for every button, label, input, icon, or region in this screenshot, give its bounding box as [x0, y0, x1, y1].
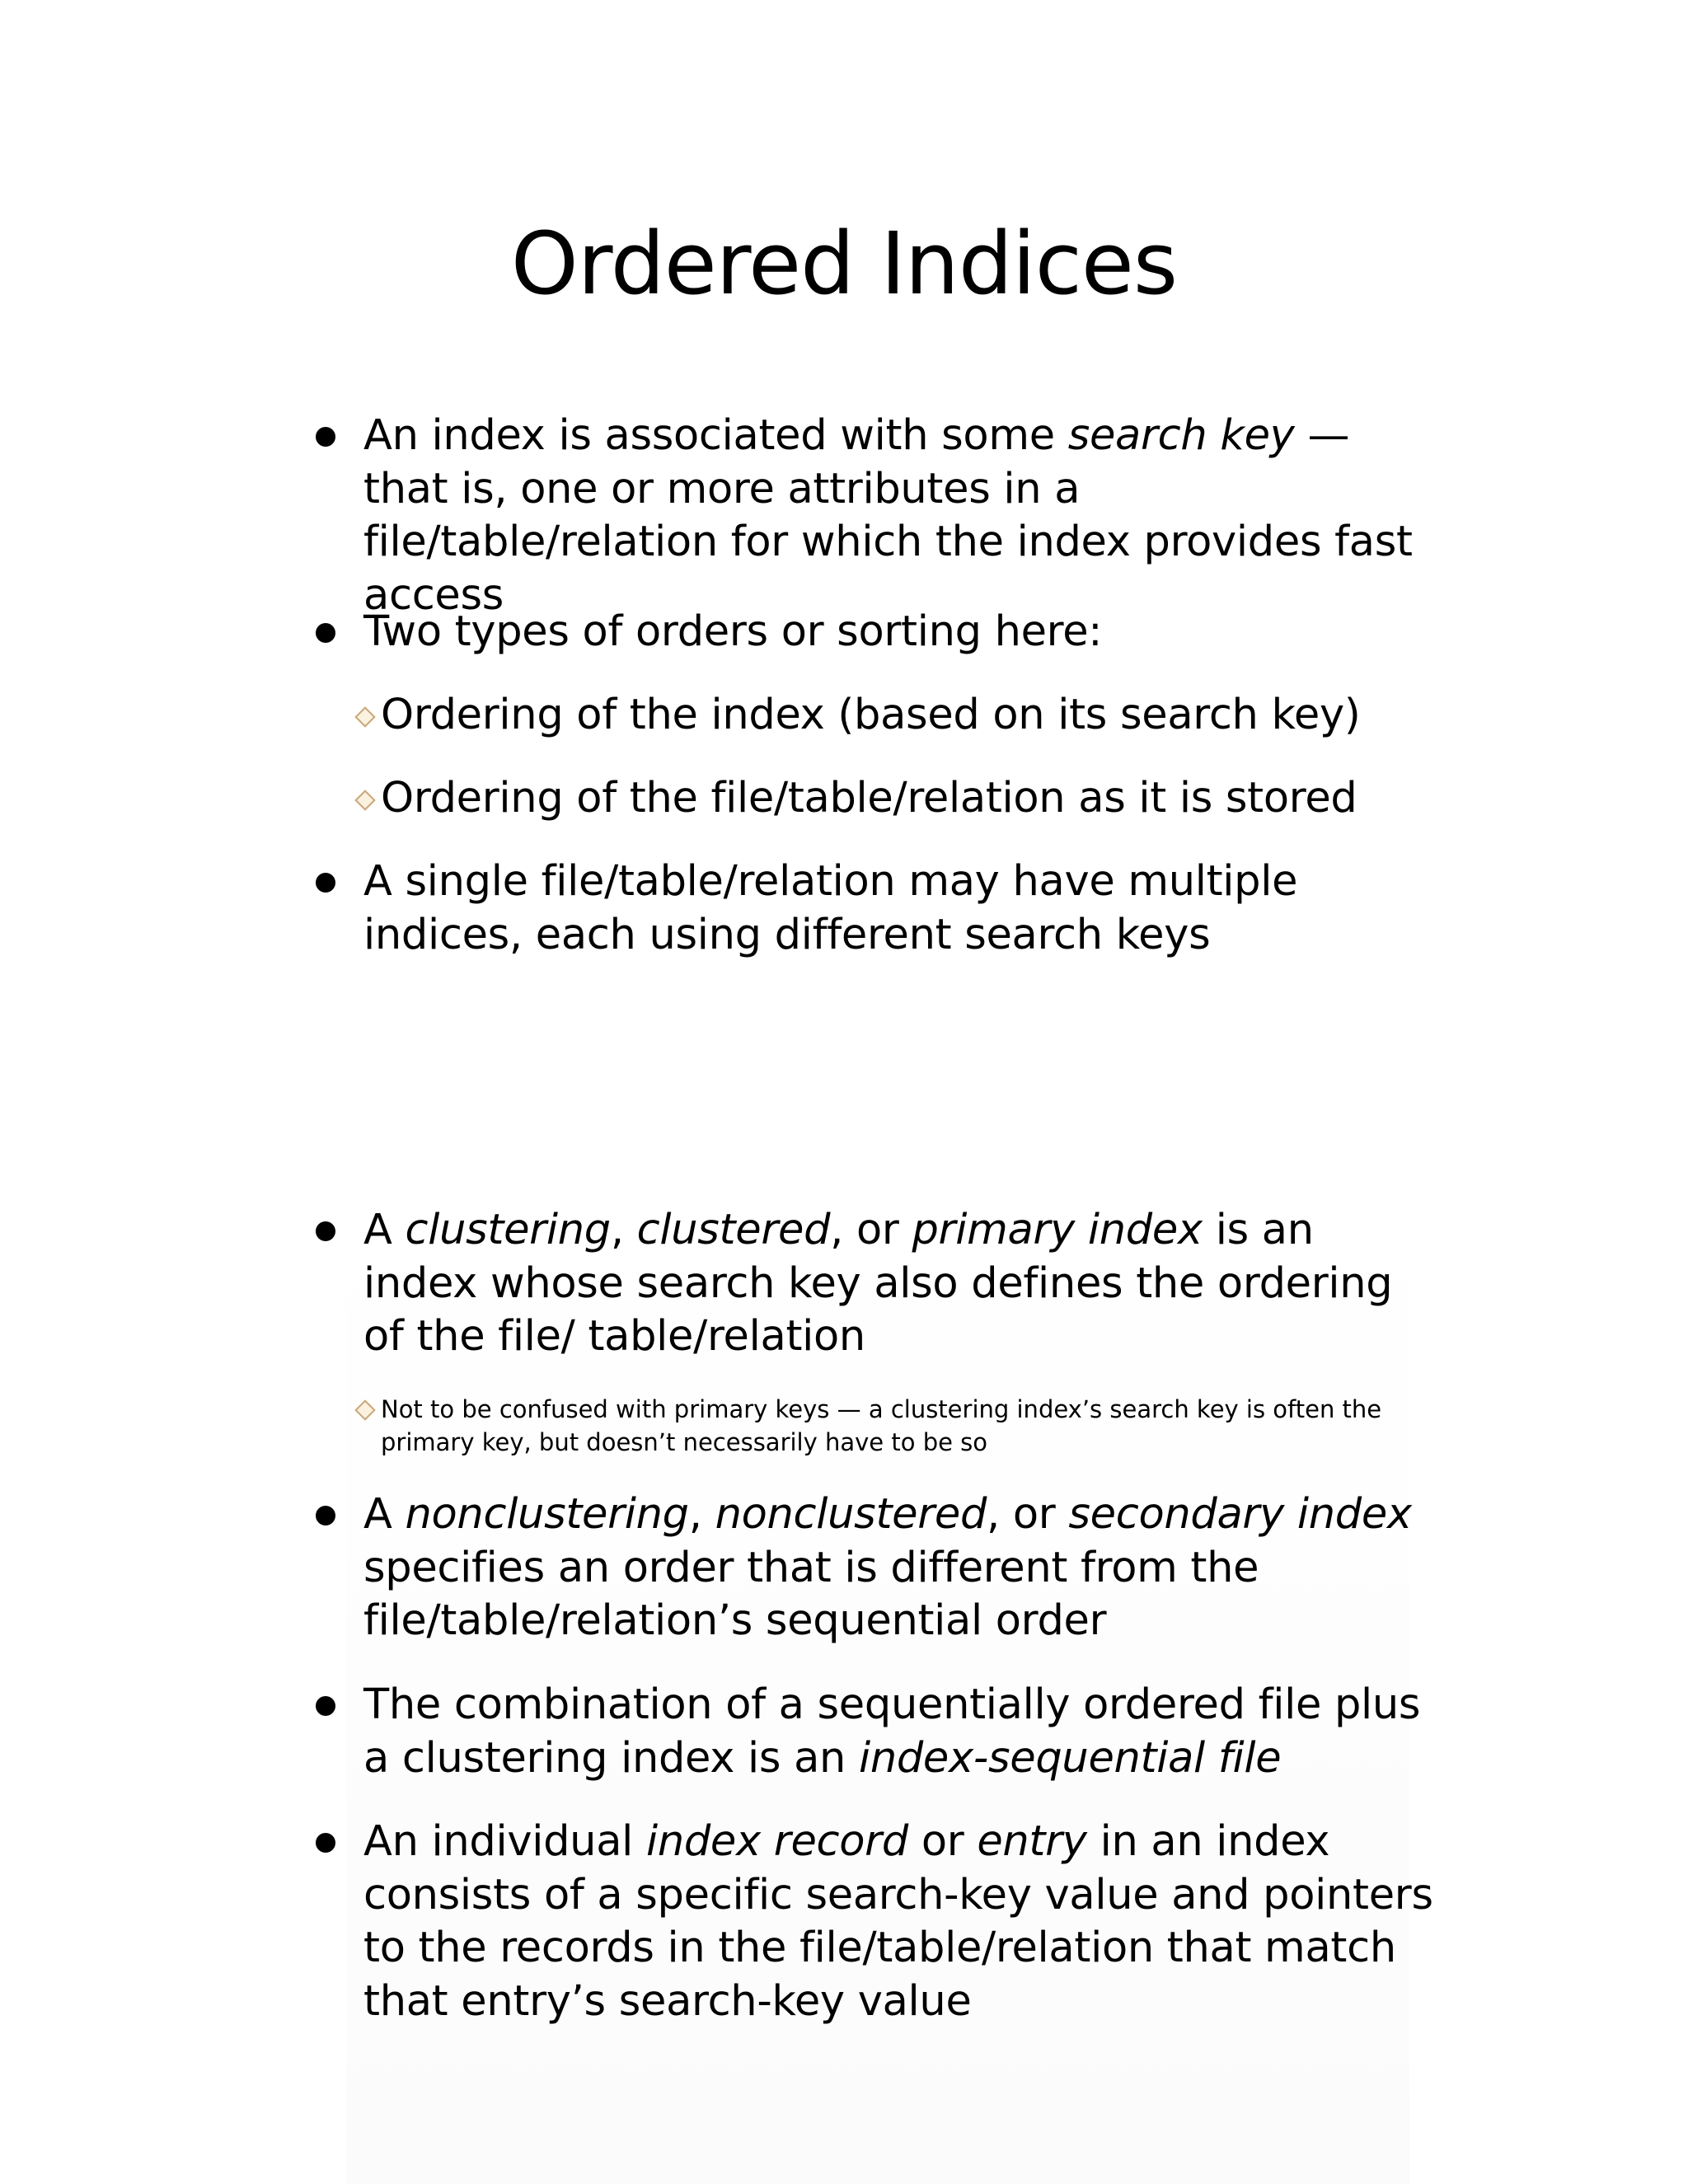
bullet-emphasis: secondary index: [1068, 1490, 1412, 1539]
bullet-text: specifies an order that is different from the file/table/relation’s sequential order: [363, 1543, 1259, 1645]
bullet-dot: [316, 623, 335, 643]
bullet-dot: [316, 873, 335, 893]
bullet-text: — that is, one or more attributes in a file/table/relation for which the index provides fast access: [363, 411, 1413, 620]
bullet-dot: [316, 427, 335, 447]
bullet-text: , or: [987, 1490, 1069, 1539]
bullet-dot: [316, 1833, 335, 1853]
subbullet-text: Not to be confused with primary keys — a clustering index’s search key is often the primary key, but doesn’t necessarily have to be so: [381, 1395, 1382, 1456]
bullet-emphasis: entry: [977, 1817, 1087, 1866]
bullet-text: An index is associated with some: [363, 411, 1068, 460]
bullet-text: , or: [830, 1206, 912, 1254]
bullet-text: is an index whose search key also defines the ordering of the file/ table/relation: [363, 1206, 1393, 1361]
bullet-emphasis: index record: [645, 1817, 908, 1866]
subbullet-index-ordering: [381, 689, 1411, 743]
bullet-emphasis: nonclustering: [405, 1490, 689, 1539]
bullet-text: A: [363, 1206, 406, 1254]
bullet-text: The combination of a sequentially ordered file plus a clustering index is an: [363, 1680, 1421, 1783]
bullet-clustering-index: [363, 1204, 1435, 1364]
bullet-text: ,: [688, 1490, 715, 1539]
bullet-search-key: [363, 410, 1435, 622]
subbullet-text: Ordering of the index (based on its search key): [381, 691, 1361, 739]
bullet-text: A single file/table/relation may have multiple indices, each using different search keys: [363, 857, 1298, 959]
bullet-multiple-indices: [363, 855, 1435, 962]
bullet-dot: [316, 1696, 335, 1716]
bullet-emphasis: clustering: [405, 1206, 611, 1254]
diamond-bullet-icon: [354, 706, 375, 727]
bullet-text: in an index consists of a specific search-key value and pointers to the records in the file/table/relation that match that entry’s search-key value: [363, 1817, 1433, 2026]
bullet-text: A: [363, 1490, 406, 1539]
bullet-emphasis: search key: [1067, 411, 1295, 460]
bullet-emphasis: clustered: [636, 1206, 831, 1254]
bullet-nonclustering-index: [363, 1488, 1435, 1648]
bullet-emphasis: nonclustered: [715, 1490, 987, 1539]
subbullet-text: Ordering of the file/table/relation as it is stored: [381, 774, 1357, 823]
bullet-two-orders: [363, 606, 1435, 659]
bullet-dot: [316, 1506, 335, 1526]
bullet-text: Two types of orders or sorting here:: [363, 607, 1103, 656]
bullet-emphasis: index-sequential file: [858, 1733, 1282, 1783]
bullet-index-record: [363, 1816, 1435, 2028]
bullet-index-sequential: [363, 1679, 1435, 1785]
bullet-text: An individual: [363, 1817, 646, 1866]
bullet-dot: [316, 1221, 335, 1241]
diamond-bullet-icon: [354, 790, 375, 810]
subbullet-primary-keys-note: [381, 1393, 1411, 1459]
bullet-text: ,: [610, 1206, 637, 1254]
subbullet-file-ordering: [381, 772, 1411, 826]
bullet-text: or: [907, 1817, 978, 1866]
bullet-emphasis: primary index: [912, 1206, 1203, 1254]
slide-title: Ordered Indices: [510, 213, 1178, 314]
